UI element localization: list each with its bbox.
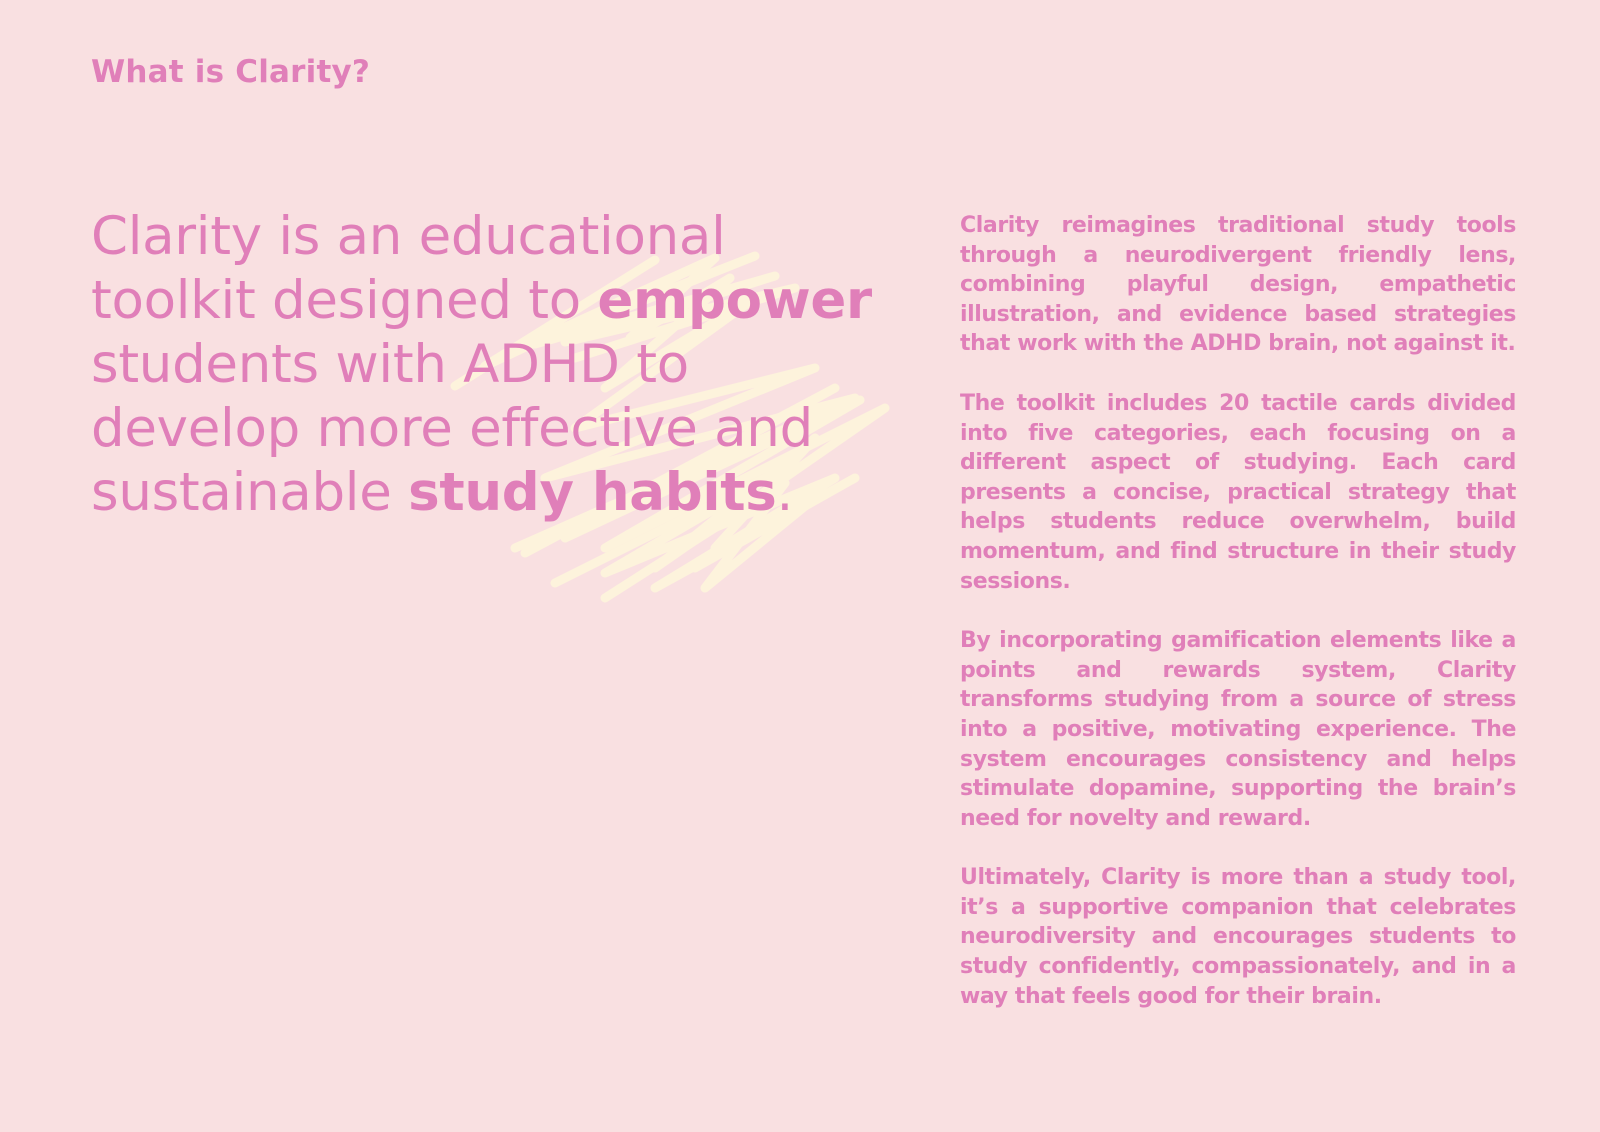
description-column — [960, 211, 1516, 1041]
lead-text: students with ADHD to develop more effective and sustainable — [91, 334, 813, 523]
lead-statement — [91, 205, 891, 525]
lead-period: . — [776, 462, 794, 523]
lead-text: Clarity is an educational toolkit designed to — [91, 206, 726, 331]
lead-emphasis-empower: empower — [597, 270, 872, 331]
paragraph-conclusion: Ultimately, Clarity is more than a study tool, it’s a supportive companion that celebrates neurodiversity and encourages students to study confidently, compassionately, and in a way that feels good for their brain. — [960, 865, 1516, 1009]
paragraph-intro: Clarity reimagines traditional study tools through a neurodivergent friendly lens, combining playful design, empathetic illustration, and evidence based strategies that work with the ADHD brain, not against it. — [960, 213, 1516, 357]
paragraph-gamification: By incorporating gamification elements like a points and rewards system, Clarity transforms studying from a source of stress into a positive, motivating experience. The system encourages consistency and helps stimulate dopamine, supporting the brain’s need for novelty and reward. — [960, 628, 1516, 831]
page-heading: What is Clarity? — [91, 54, 371, 90]
lead-emphasis-study-habits: study habits — [408, 462, 777, 523]
paragraph-toolkit: The toolkit includes 20 tactile cards divided into five categories, each focusing on a different aspect of studying. Each card presents a concise, practical strategy that helps students reduce overwhelm, build momentum, and find structure in their study sessions. — [960, 390, 1516, 594]
